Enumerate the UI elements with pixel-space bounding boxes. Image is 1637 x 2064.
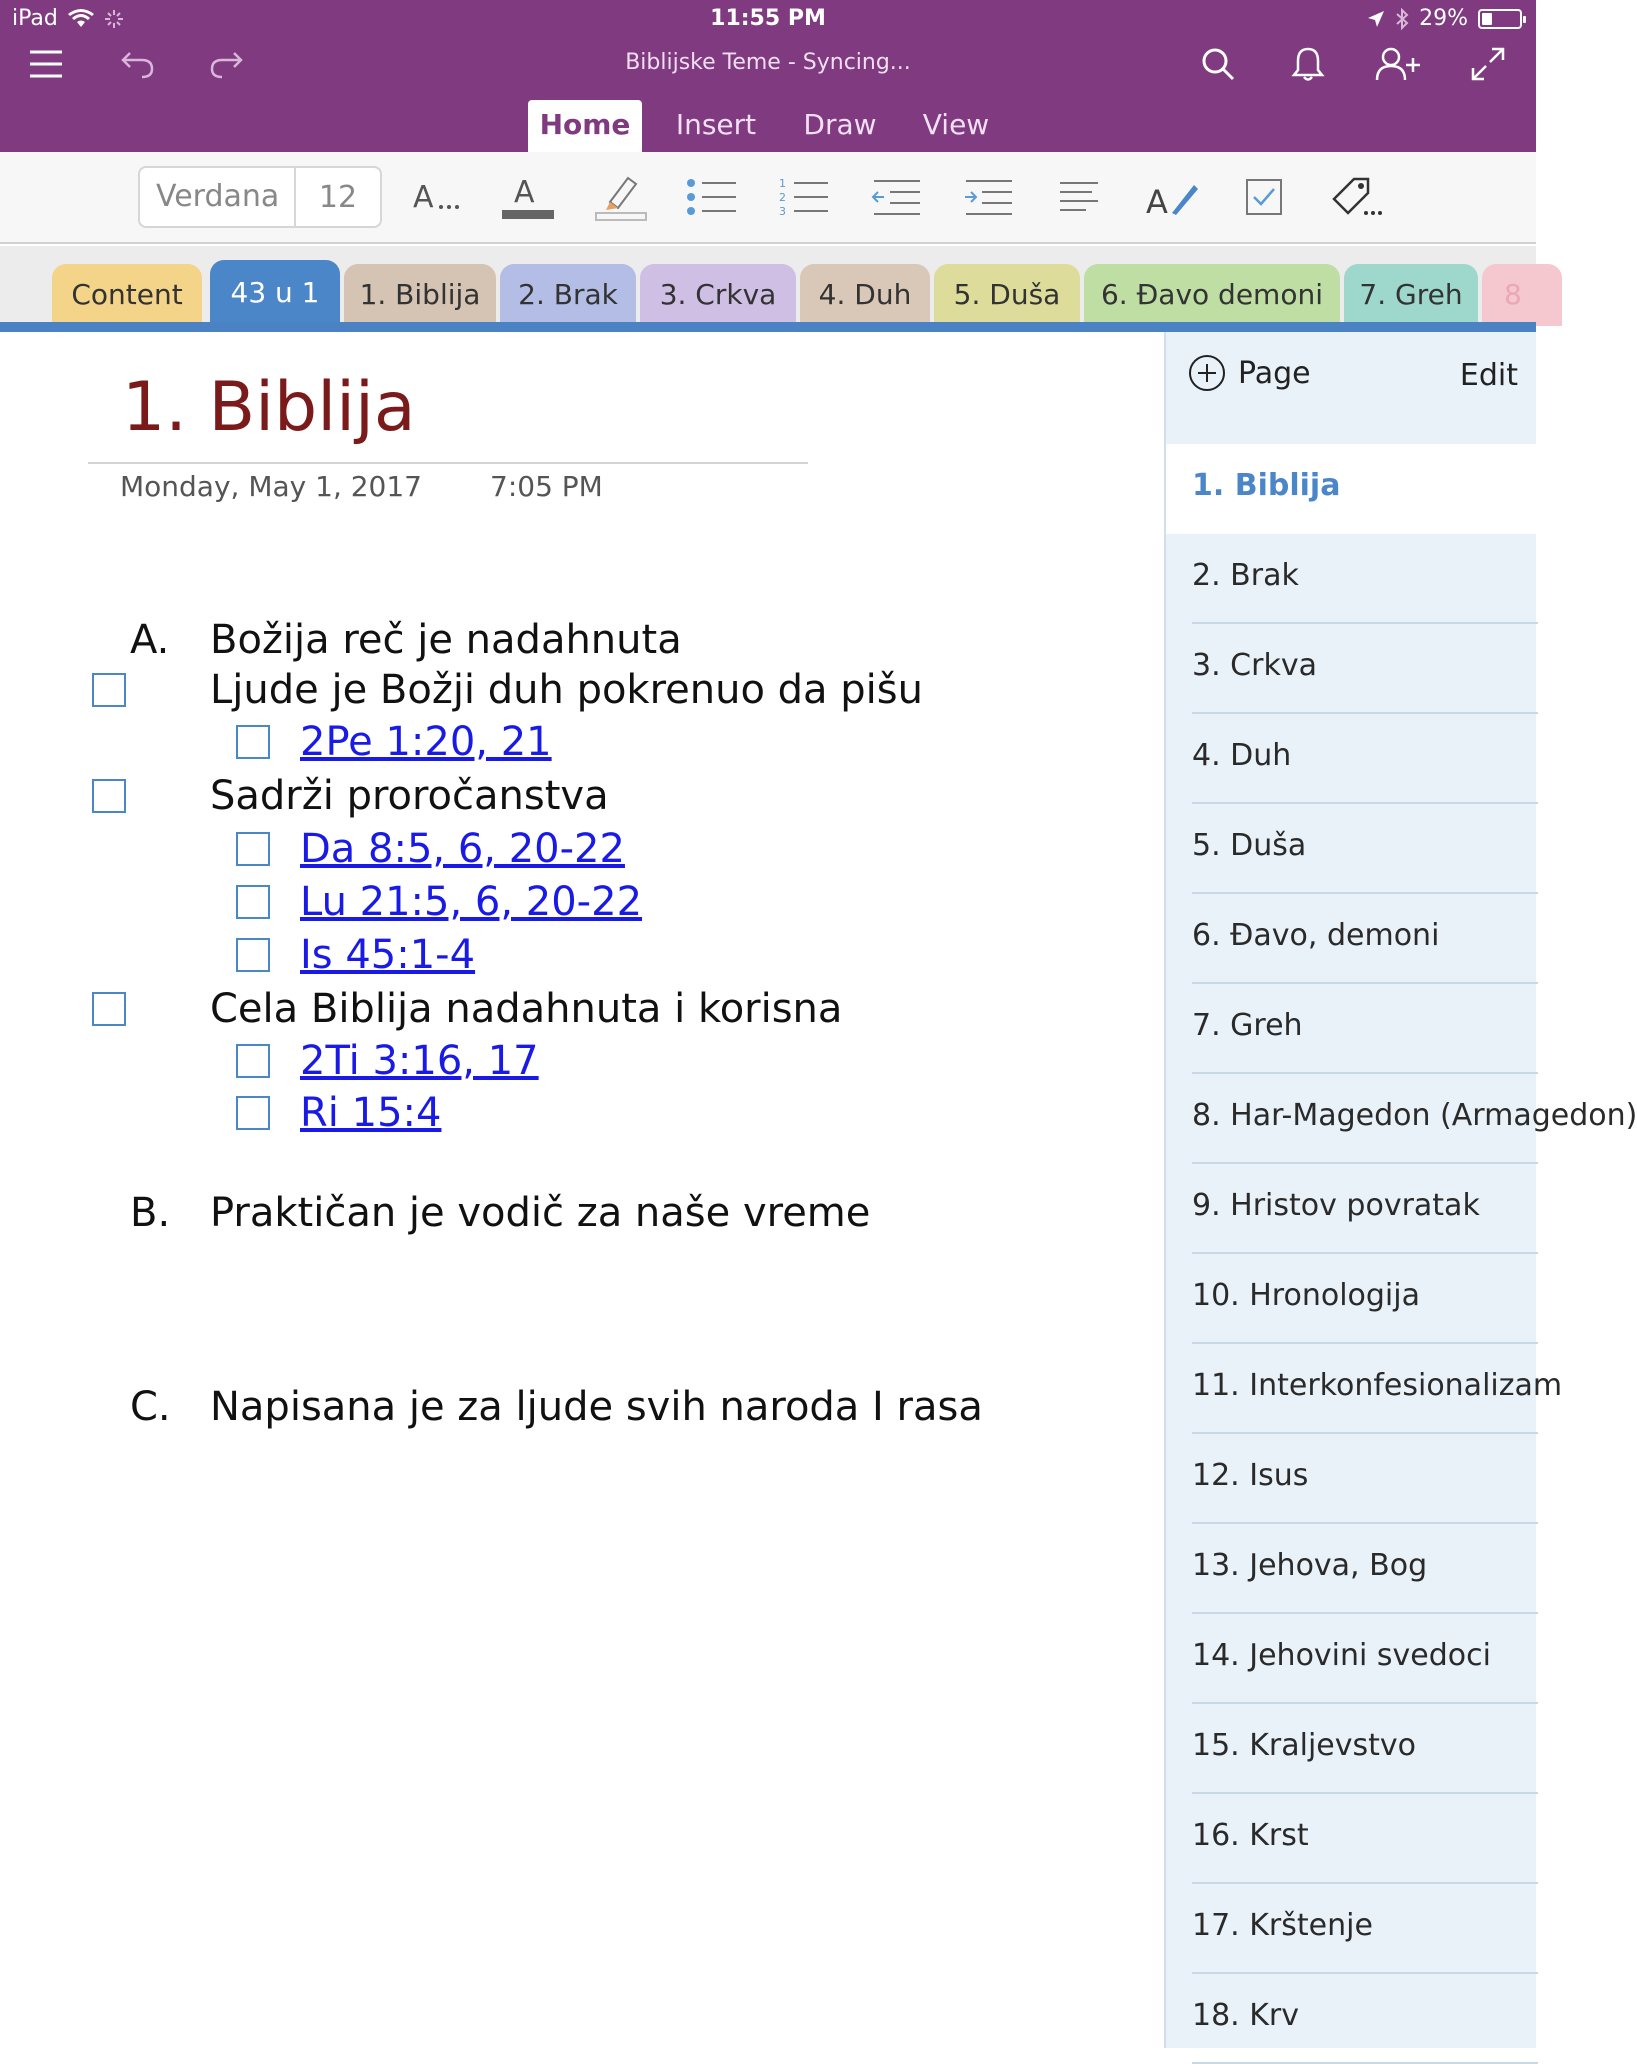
todo-checkbox[interactable]: [236, 885, 270, 919]
page-list-item-label: 11. Interkonfesionalizam: [1192, 1368, 1563, 1403]
svg-text:A: A: [413, 180, 434, 215]
section-tab-dusa[interactable]: 5. Duša: [934, 264, 1080, 326]
page-list-item[interactable]: [1166, 1704, 1538, 1794]
search-icon[interactable]: [1190, 40, 1246, 88]
outdent-button[interactable]: [864, 166, 928, 228]
app-header: [0, 0, 1536, 152]
bullet-list-icon: [686, 177, 738, 217]
numbered-list-button[interactable]: [772, 166, 836, 228]
outline-point-a3[interactable]: Cela Biblija nadahnuta i korisna: [210, 986, 843, 1032]
page-list-item[interactable]: [1166, 1164, 1538, 1254]
outline-letter-a: A.: [130, 617, 170, 663]
battery-icon: [1478, 9, 1522, 29]
share-user-icon[interactable]: [1370, 40, 1426, 88]
scripture-link[interactable]: Da 8:5, 6, 20-22: [300, 826, 625, 872]
page-list-item[interactable]: [1166, 1974, 1538, 2064]
section-tab-content[interactable]: Content: [52, 264, 202, 326]
font-color-button[interactable]: [496, 166, 560, 228]
page-list-item-label: 14. Jehovini svedoci: [1192, 1638, 1491, 1673]
todo-checkbox[interactable]: [236, 938, 270, 972]
outline-heading-a[interactable]: Božija reč je nadahnuta: [210, 617, 682, 663]
section-tab-43-u-1[interactable]: 43 u 1: [210, 260, 340, 326]
page-list-item[interactable]: [1166, 624, 1538, 714]
styles-brush-icon: [1144, 175, 1200, 219]
section-tab-greh[interactable]: 7. Greh: [1344, 264, 1478, 326]
scripture-link[interactable]: Ri 15:4: [300, 1090, 442, 1136]
todo-checkbox[interactable]: [236, 725, 270, 759]
todo-tag-button[interactable]: [1232, 166, 1296, 228]
page-list-item-label: 8. Har-Magedon (Armagedon): [1192, 1098, 1637, 1133]
add-page-button[interactable]: [1188, 354, 1311, 392]
tag-icon: [1330, 175, 1382, 219]
styles-button[interactable]: [1140, 166, 1204, 228]
checkbox-tag-icon: [1244, 177, 1284, 217]
page-date: Monday, May 1, 2017: [120, 470, 422, 503]
page-list-item[interactable]: [1166, 1884, 1538, 1974]
scripture-link[interactable]: Is 45:1-4: [300, 932, 476, 978]
page-list-item[interactable]: [1166, 1074, 1637, 1164]
add-page-label: Page: [1238, 355, 1311, 391]
section-tab-brak[interactable]: 2. Brak: [500, 264, 636, 326]
svg-text:A: A: [514, 175, 535, 210]
battery-fill: [1482, 13, 1492, 25]
page-list-item-label: 15. Kraljevstvo: [1192, 1728, 1417, 1763]
title-divider: [88, 462, 808, 464]
page-list-item-label: 16. Krst: [1192, 1818, 1309, 1853]
page-list-item[interactable]: [1166, 1614, 1538, 1704]
align-left-icon: [1058, 179, 1102, 215]
indent-icon: [962, 177, 1014, 217]
page-list-item-label: 6. Đavo, demoni: [1192, 918, 1440, 953]
page-list-item[interactable]: [1166, 534, 1538, 624]
todo-checkbox[interactable]: [92, 992, 126, 1026]
page-list-item-label: 13. Jehova, Bog: [1192, 1548, 1428, 1583]
page-list-item-label: 2. Brak: [1192, 558, 1299, 593]
svg-text:A: A: [1146, 183, 1168, 221]
edit-pages-button[interactable]: Edit: [1459, 358, 1518, 393]
outline-letter-c: C.: [130, 1384, 171, 1430]
bullet-list-button[interactable]: [680, 166, 744, 228]
scripture-link[interactable]: Lu 21:5, 6, 20-22: [300, 879, 643, 925]
page-list-item-label: 12. Isus: [1192, 1458, 1309, 1493]
page-list-item-label: 9. Hristov povratak: [1192, 1188, 1480, 1223]
pages-pane: [1164, 332, 1637, 2048]
align-button[interactable]: [1048, 166, 1112, 228]
svg-text:1: 1: [779, 177, 786, 190]
page-list-item[interactable]: [1166, 894, 1538, 984]
outline-heading-b[interactable]: Praktičan je vodič za naše vreme: [210, 1190, 871, 1236]
notebook-title: Biblijske Teme - Syncing...: [625, 50, 911, 75]
tags-button[interactable]: [1324, 166, 1388, 228]
bell-icon[interactable]: [1280, 40, 1336, 88]
location-arrow-icon: [1367, 10, 1385, 28]
text-format-button[interactable]: [404, 166, 468, 228]
page-list-item[interactable]: [1166, 804, 1538, 894]
fullscreen-icon[interactable]: [1460, 40, 1516, 88]
todo-checkbox[interactable]: [236, 832, 270, 866]
outdent-icon: [870, 177, 922, 217]
section-tabs: [0, 246, 1536, 332]
page-list-item-label: 7. Greh: [1192, 1008, 1303, 1043]
tab-home[interactable]: Home: [528, 100, 642, 152]
page-title[interactable]: 1. Biblija: [122, 368, 416, 447]
page-list-item-label: 17. Krštenje: [1192, 1908, 1373, 1943]
outline-letter-b: B.: [130, 1190, 171, 1236]
svg-text:2: 2: [779, 191, 786, 204]
tab-view[interactable]: View: [922, 108, 990, 141]
page-time: 7:05 PM: [490, 470, 603, 503]
todo-checkbox[interactable]: [236, 1044, 270, 1078]
page-list-item-label: 5. Duša: [1192, 828, 1307, 863]
font-color-icon: [500, 172, 556, 222]
page-list-item[interactable]: [1166, 1524, 1538, 1614]
page-list-item[interactable]: [1166, 984, 1538, 1074]
page-list-item[interactable]: [1166, 714, 1538, 804]
section-tab-davo-demoni[interactable]: 6. Đavo demoni: [1084, 264, 1340, 326]
todo-checkbox[interactable]: [92, 779, 126, 813]
page-list-item[interactable]: [1166, 444, 1538, 534]
page-list-item-label: 3. Crkva: [1192, 648, 1317, 683]
page-datetime: [120, 468, 603, 506]
outline-heading-c[interactable]: Napisana je za ljude svih naroda I rasa: [210, 1384, 983, 1430]
page-list-item-label: 4. Duh: [1192, 738, 1292, 773]
clock: 11:55 PM: [710, 6, 826, 31]
plus-circle-icon: [1188, 354, 1226, 392]
page-list-item[interactable]: [1166, 1254, 1538, 1344]
outline-point-a1[interactable]: Ljude je Božji duh pokrenuo da pišu: [210, 667, 923, 713]
page-list-item-label: 18. Krv: [1192, 1998, 1300, 2033]
font-picker[interactable]: [138, 166, 382, 228]
scripture-link[interactable]: 2Pe 1:20, 21: [300, 719, 552, 765]
ribbon-toolbar: [0, 152, 1536, 244]
section-color-bar: [0, 322, 1536, 332]
section-tab-duh[interactable]: 4. Duh: [800, 264, 930, 326]
tab-insert[interactable]: Insert: [675, 108, 757, 141]
ribbon-tabs: [0, 98, 1536, 152]
font-name-field[interactable]: Verdana: [140, 168, 296, 226]
bluetooth-icon: [1395, 8, 1409, 30]
page-list-item-label: 10. Hronologija: [1192, 1278, 1420, 1313]
section-tab-biblija[interactable]: 1. Biblija: [344, 264, 496, 326]
page-list-item-label: 1. Biblija: [1192, 468, 1341, 503]
page-list-item[interactable]: [1166, 1434, 1538, 1524]
svg-text:3: 3: [779, 205, 786, 218]
indent-button[interactable]: [956, 166, 1020, 228]
font-size-field[interactable]: 12: [318, 179, 358, 215]
outline-point-a2[interactable]: Sadrži proročanstva: [210, 773, 609, 819]
section-tab-crkva[interactable]: 3. Crkva: [640, 264, 796, 326]
status-bar: [0, 0, 1536, 40]
text-format-icon: [411, 177, 461, 217]
page-list-item[interactable]: [1166, 1344, 1563, 1434]
pages-pane-header: [1166, 332, 1538, 420]
tab-draw[interactable]: Draw: [803, 108, 877, 141]
todo-checkbox[interactable]: [92, 673, 126, 707]
highlighter-icon: [592, 172, 648, 222]
todo-checkbox[interactable]: [236, 1096, 270, 1130]
numbered-list-icon: [778, 177, 830, 217]
page-list-item[interactable]: [1166, 1794, 1538, 1884]
battery-percent: 29%: [1419, 6, 1468, 31]
highlighter-button[interactable]: [588, 166, 652, 228]
scripture-link[interactable]: 2Ti 3:16, 17: [300, 1038, 539, 1084]
section-tab-8[interactable]: 8: [1482, 264, 1562, 326]
device-name: iPad: [12, 6, 58, 31]
